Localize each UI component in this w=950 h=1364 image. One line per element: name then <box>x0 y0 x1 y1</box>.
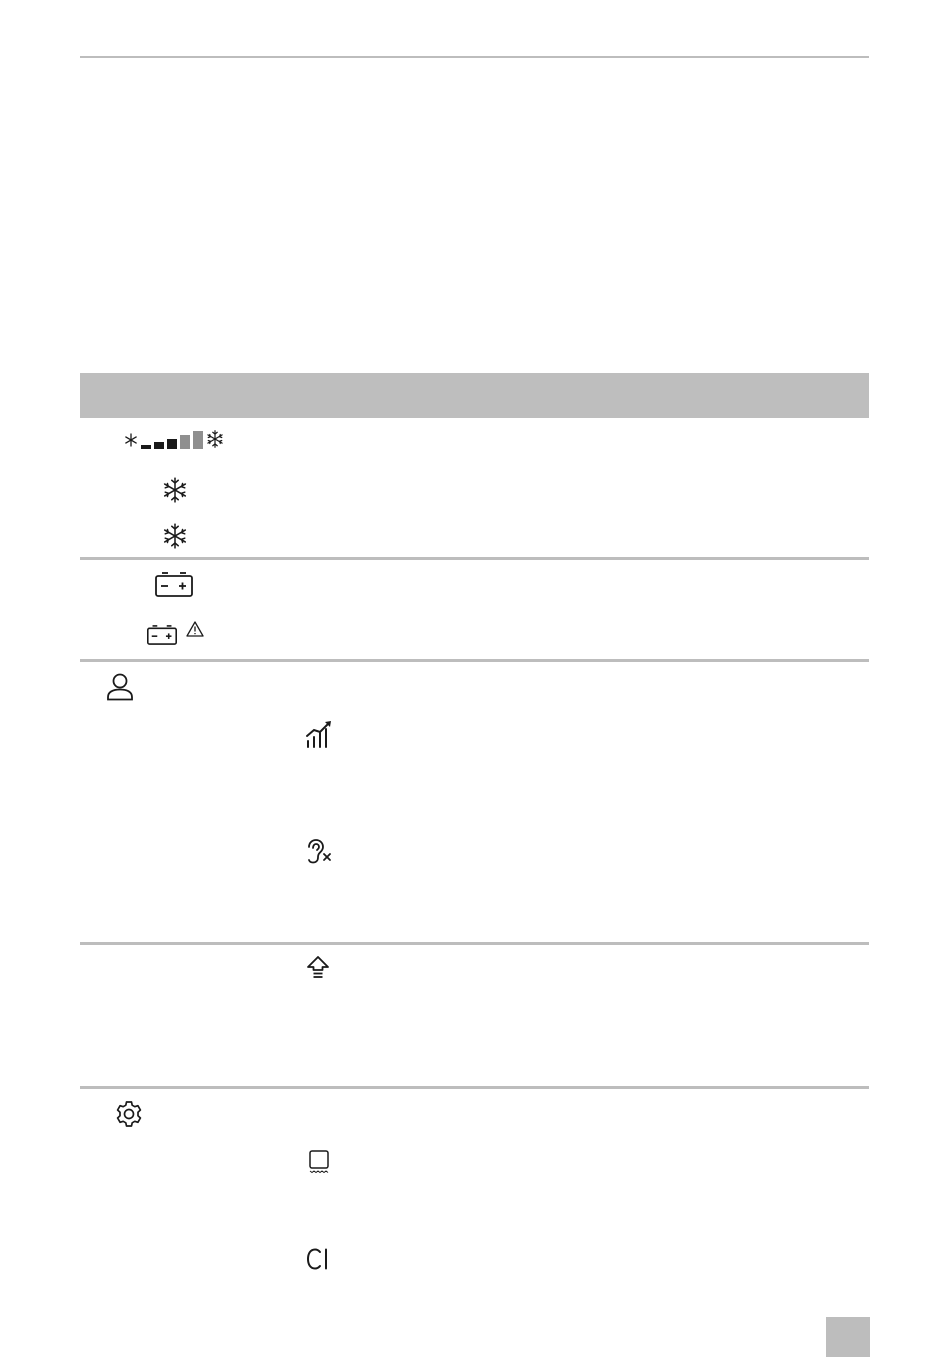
table-header-bar <box>80 373 869 418</box>
user-icon <box>106 673 134 701</box>
temperature-unit-celsius-icon <box>306 1248 332 1270</box>
top-rule <box>80 56 869 58</box>
snowflake-small-icon <box>124 433 138 447</box>
row-separator <box>80 1086 869 1089</box>
cooling-level-bars-icon <box>141 429 203 449</box>
row-separator <box>80 942 869 945</box>
warning-triangle-icon <box>186 621 204 637</box>
row-separator <box>80 557 869 560</box>
row-separator <box>80 659 869 662</box>
snowflake-icon <box>162 477 188 503</box>
battery-icon <box>147 625 177 645</box>
snowflake-icon <box>162 523 188 549</box>
upload-arrow-icon <box>305 955 331 981</box>
page-number-tab <box>826 1317 870 1357</box>
battery-icon <box>155 572 193 597</box>
silent-mode-ear-icon <box>305 838 333 866</box>
settings-gear-icon <box>115 1100 143 1128</box>
performance-trend-icon <box>305 720 333 748</box>
snowflake-small-icon <box>206 430 224 448</box>
display-icon <box>308 1150 330 1174</box>
